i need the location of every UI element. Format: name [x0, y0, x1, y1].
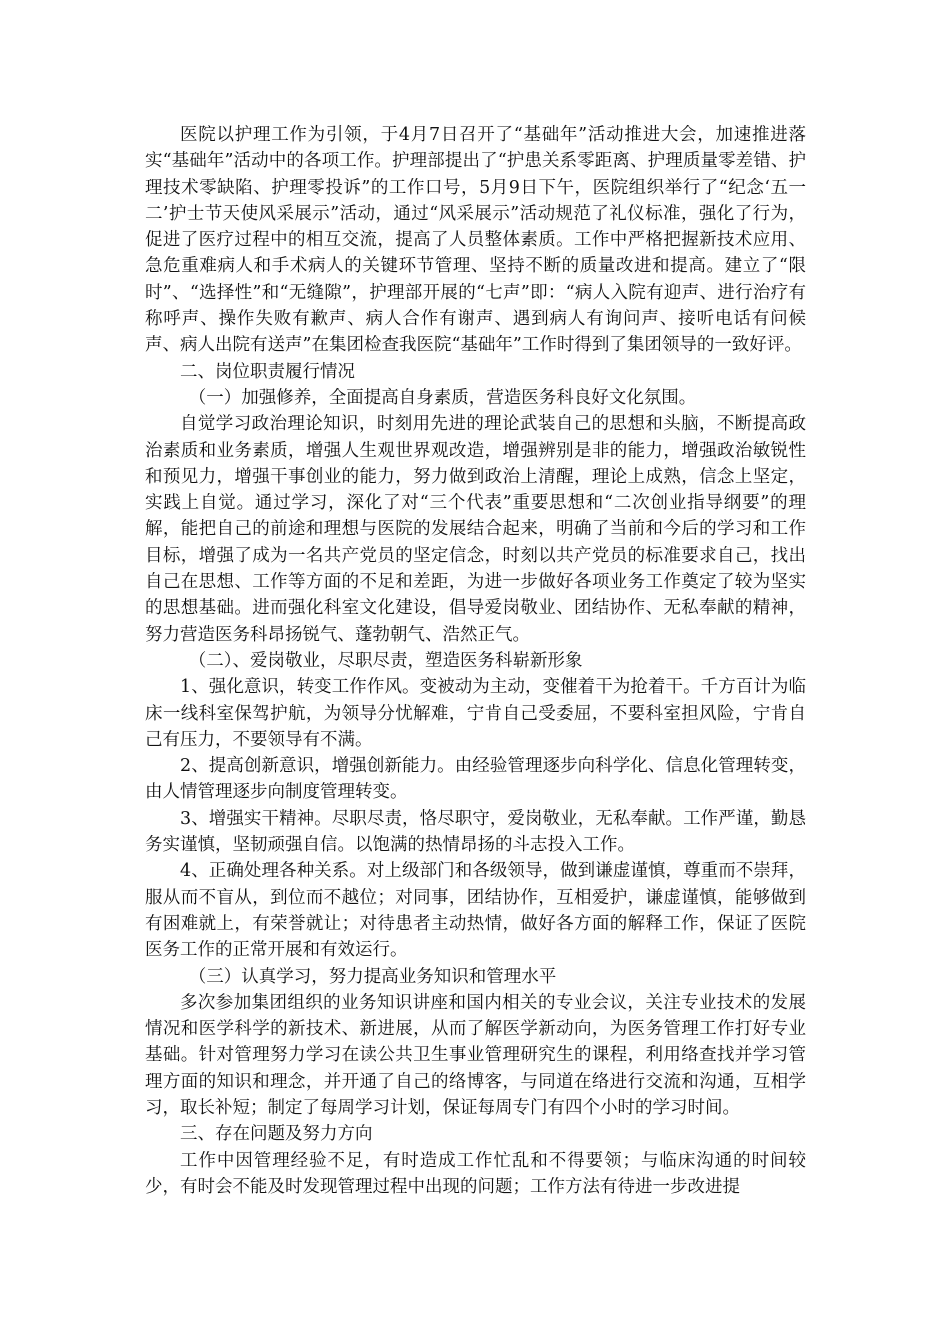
document-page: [145, 122, 806, 1200]
body-paragraph: 3、增强实干精神。尽职尽责，恪尽职守，爱岗敬业，无私奉献。工作严谨，勤恳务实谨慎，坚韧顽强自信。以饱满的热情昂扬的斗志投入工作。: [145, 808, 806, 856]
body-paragraph: 多次参加集团组织的业务知识讲座和国内相关的专业会议，关注专业技术的发展情况和医学科学的新技术、新进展，从而了解医学新动向，为医务管理工作打好专业基础。针对管理努力学习在读公共卫生事业管理研究生的课程，利用络查找并学习管理方面的知识和理念，并开通了自己的络博客，与同道在络进行交流和沟通，互相学习，取长补短；制定了每周学习计划，保证每周专门有四个小时的学习时间。: [145, 992, 806, 1118]
section-heading: 三、存在问题及努力方向: [180, 1124, 373, 1145]
subsection-heading: （三）认真学习，努力提高业务知识和管理水平: [188, 966, 557, 987]
body-paragraph: 工作中因管理经验不足，有时造成工作忙乱和不得要领；与临床沟通的时间较少，有时会不能及时发现管理过程中出现的问题；工作方法有待进一步改进提: [145, 1150, 806, 1197]
body-paragraph: 2、提高创新意识，增强创新能力。由经验管理逐步向科学化、信息化管理转变，由人情管理逐步向制度管理转变。: [145, 756, 806, 803]
section-heading: 二、岗位职责履行情况: [180, 361, 355, 382]
subsection-heading: （一）加强修养，全面提高自身素质，营造医务科良好文化氛围。: [188, 387, 697, 408]
body-paragraph: 4、正确处理各种关系。对上级部门和各级领导，做到谦虚谨慎，尊重而不崇拜，服从而不盲从，到位而不越位；对同事，团结协作，互相爱护，谦虚谨慎，能够做到有困难就上，有荣誉就让；对待患者主动热情，做好各方面的解释工作，保证了医院医务工作的正常开展和有效运行。: [145, 861, 806, 961]
body-paragraph: 自觉学习政治理论知识，时刻用先进的理论武装自己的思想和头脑，不断提高政治素质和业务素质，增强人生观世界观改造，增强辨别是非的能力，增强政治敏锐性和预见力，增强干事创业的能力，努力做到政治上清醒，理论上成熟，信念上坚定，实践上自觉。通过学习，深化了对“三个代表”重要思想和“二次创业指导纲要”的理解，能把自己的前途和理想与医院的发展结合起来，明确了当前和今后的学习和工作目标，增强了成为一名共产党员的坚定信念，时刻以共产党员的标准要求自己，找出自己在思想、工作等方面的不足和差距，为进一步做好各项业务工作奠定了较为坚实的思想基础。进而强化科室文化建设，倡导爱岗敬业、团结协作、无私奉献的精神，努力营造医务科昂扬锐气、蓬勃朝气、浩然正气。: [145, 414, 806, 645]
subsection-heading: （二）、爱岗敬业，尽职尽责，塑造医务科崭新形象: [188, 650, 583, 671]
body-paragraph: 1、强化意识，转变工作作风。变被动为主动，变催着干为抢着干。千方百计为临床一线科室保驾护航，为领导分忧解难，宁肯自己受委屈，不要科室担风险，宁肯自己有压力，不要领导有不满。: [145, 677, 806, 750]
body-paragraph: 医院以护理工作为引领，于4月7日召开了“基础年”活动推进大会，加速推进落实“基础年”活动中的各项工作。护理部提出了“护患关系零距离、护理质量零差错、护理技术零缺陷、护理零投诉”的工作口号，5月9日下午，医院组织举行了“纪念‘五一二’护士节天使风采展示”活动，通过“风采展示”活动规范了礼仪标准，强化了行为，促进了医疗过程中的相互交流，提高了人员整体素质。工作中严格把握新技术应用、急危重难病人和手术病人的关键环节管理、坚持不断的质量改进和提高。建立了“限时”、“选择性”和“无缝隙”，护理部开展的“七声”即：“病人入院有迎声、进行治疗有称呼声、操作失败有歉声、病人合作有谢声、遇到病人有询问声、接听电话有问候声、病人出院有送声”在集团检查我医院“基础年”工作时得到了集团领导的一致好评。: [145, 125, 806, 356]
